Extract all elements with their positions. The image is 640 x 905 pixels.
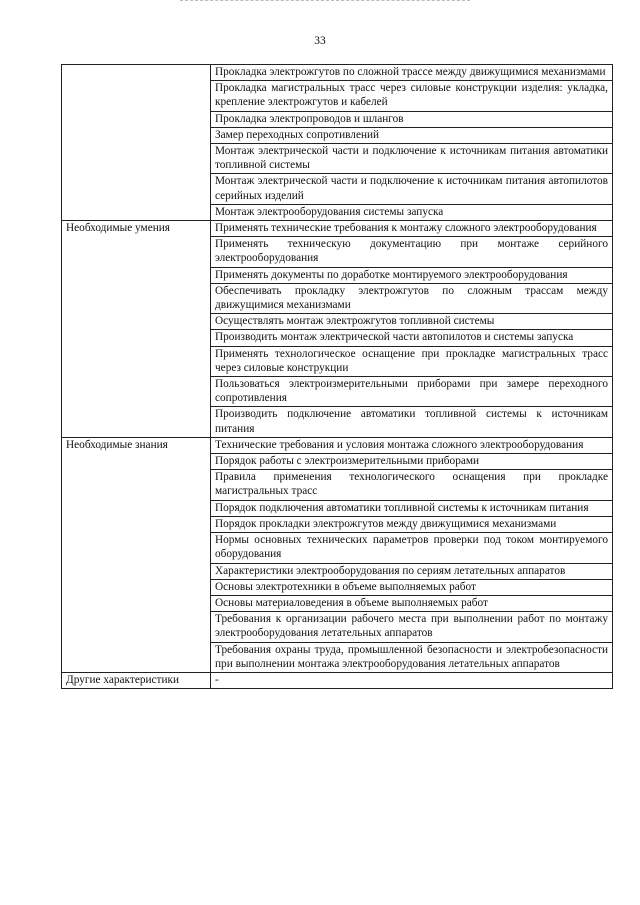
requirement-item: Осуществлять монтаж электрожгутов топливной системы	[211, 314, 613, 330]
requirement-item: Требования к организации рабочего места при выполнении работ по монтажу электрооборудования летательных аппаратов	[211, 612, 613, 642]
requirement-item: Производить подключение автоматики топливной системы к источникам питания	[211, 407, 613, 437]
requirement-item: Требования охраны труда, промышленной безопасности и электробезопасности при выполнении монтажа электрооборудования летательных аппаратов	[211, 642, 613, 672]
requirement-item: Технические требования и условия монтажа сложного электрооборудования	[211, 437, 613, 453]
requirements-table	[61, 64, 613, 689]
requirement-item: Прокладка магистральных трасс через силовые конструкции изделия: укладка, крепление электрожгутов и кабелей	[211, 81, 613, 111]
table-row	[62, 65, 613, 81]
section-label	[62, 65, 211, 221]
requirement-item: Монтаж электрической части и подключение к источникам питания автоматики топливной системы	[211, 144, 613, 174]
section-label: Другие характеристики	[62, 672, 211, 688]
page-number: 33	[314, 35, 326, 47]
requirement-item: Прокладка электрожгутов по сложной трассе между движущимися механизмами	[211, 65, 613, 81]
requirement-item: -	[211, 672, 613, 688]
requirement-item: Порядок прокладки электрожгутов между движущимися механизмами	[211, 516, 613, 532]
table-row	[62, 672, 613, 688]
requirement-item: Применять технологическое оснащение при прокладке магистральных трасс через силовые конструкции	[211, 346, 613, 376]
table-row	[62, 437, 613, 453]
table-row	[62, 221, 613, 237]
requirement-item: Монтаж электрической части и подключение к источникам питания автопилотов серийных изделий	[211, 174, 613, 204]
section-label: Необходимые умения	[62, 221, 211, 438]
requirement-item: Порядок подключения автоматики топливной системы к источникам питания	[211, 500, 613, 516]
requirement-item: Основы материаловедения в объеме выполняемых работ	[211, 595, 613, 611]
requirement-item: Пользоваться электроизмерительными приборами при замере переходного сопротивления	[211, 377, 613, 407]
requirement-item: Применять техническую документацию при монтаже серийного электрооборудования	[211, 237, 613, 267]
requirement-item: Применять технические требования к монтажу сложного электрооборудования	[211, 221, 613, 237]
requirements-table-body	[62, 65, 613, 689]
requirement-item: Правила применения технологического оснащения при прокладке магистральных трасс	[211, 470, 613, 500]
requirement-item: Нормы основных технических параметров проверки под током монтируемого оборудования	[211, 533, 613, 563]
requirement-item: Обеспечивать прокладку электрожгутов по сложным трассам между движущимися механизмами	[211, 283, 613, 313]
requirement-item: Основы электротехники в объеме выполняемых работ	[211, 579, 613, 595]
page-top-edge	[180, 0, 470, 4]
requirement-item: Замер переходных сопротивлений	[211, 127, 613, 143]
requirement-item: Прокладка электропроводов и шлангов	[211, 111, 613, 127]
requirement-item: Производить монтаж электрической части автопилотов и системы запуска	[211, 330, 613, 346]
requirement-item: Монтаж электрооборудования системы запуска	[211, 204, 613, 220]
requirement-item: Применять документы по доработке монтируемого электрооборудования	[211, 267, 613, 283]
requirement-item: Характеристики электрооборудования по сериям летательных аппаратов	[211, 563, 613, 579]
section-label: Необходимые знания	[62, 437, 211, 672]
requirement-item: Порядок работы с электроизмерительными приборами	[211, 454, 613, 470]
